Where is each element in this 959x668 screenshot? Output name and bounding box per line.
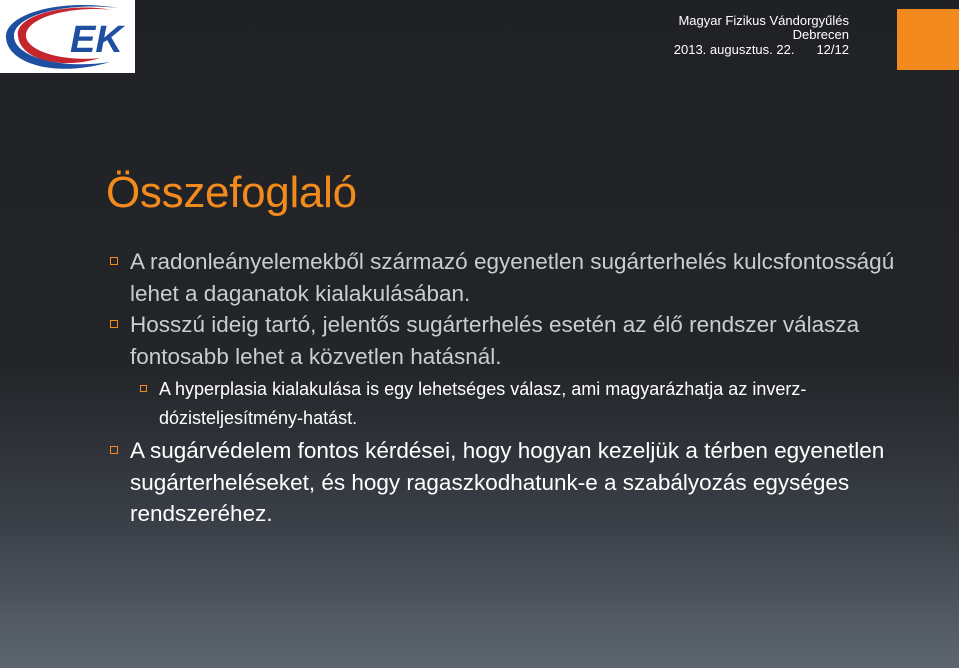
bullet-list: [110, 246, 940, 530]
logo-graphic: [0, 0, 135, 73]
bullet-text: A sugárvédelem fontos kérdései, hogy hogyan kezeljük a térben egyenetlen sugárterheléseket, és hogy ragaszkodhatunk-e a szabályozás egységes rendszeréhez.: [130, 438, 885, 526]
institute-logo: [0, 0, 135, 73]
bullet-text: A hyperplasia kialakulása is egy lehetséges válasz, ami magyarázhatja az inverz-dózisteljesítmény-hatást.: [159, 379, 807, 428]
conference-name: Magyar Fizikus Vándorgyűlés: [678, 13, 849, 28]
accent-square: [897, 9, 959, 70]
conference-date: 2013. augusztus. 22.: [673, 42, 795, 57]
header-info: [674, 14, 849, 57]
bullet-text: Hosszú ideig tartó, jelentős sugárterhelés esetén az élő rendszer válasza fontosabb lehet a közvetlen hatásnál.: [130, 312, 860, 369]
slide-number: 12/12: [816, 42, 849, 57]
conference-city: Debrecen: [792, 27, 849, 42]
bullet-item: [110, 246, 940, 309]
square-bullet-icon: [140, 385, 147, 392]
bullet-text: A radonleányelemekből származó egyenetlen sugárterhelés kulcsfontosságú lehet a daganatok kialakulásában.: [130, 249, 895, 306]
square-bullet-icon: [110, 446, 118, 454]
logo-text: EK: [70, 19, 123, 61]
square-bullet-icon: [110, 320, 118, 328]
bullet-item: [110, 309, 940, 372]
sub-bullet-item: [140, 375, 940, 433]
bullet-item: [110, 435, 940, 530]
square-bullet-icon: [110, 257, 118, 265]
slide-title: Összefoglaló: [106, 168, 357, 217]
